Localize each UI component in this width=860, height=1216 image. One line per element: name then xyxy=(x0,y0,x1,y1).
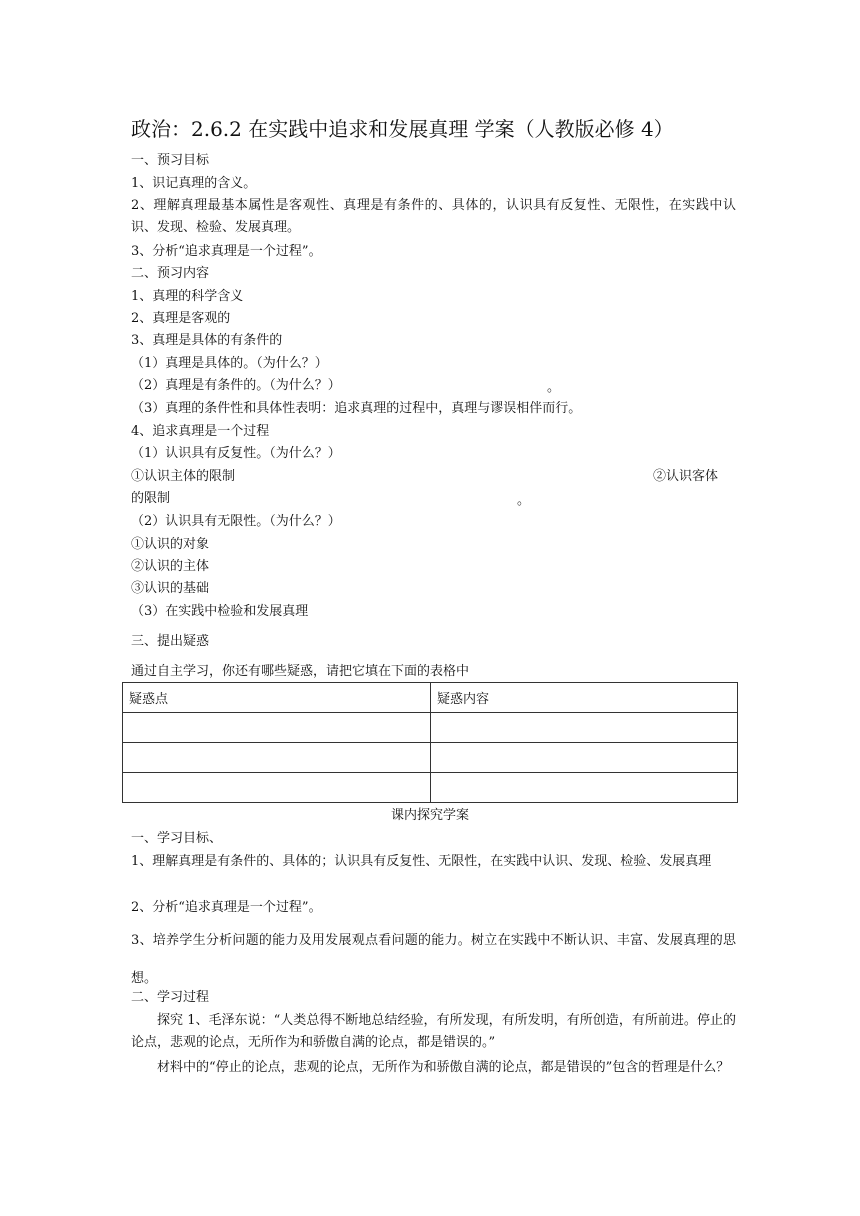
table-cell xyxy=(123,773,431,803)
inclass-goal-3: 3、培养学生分析问题的能力及用发展观点看问题的能力。树立在实践中不断认识、丰富、发展真理的思想。 xyxy=(131,933,736,986)
content-item-2: 2、真理是客观的 xyxy=(131,311,231,326)
explore-1: 探究 1、毛泽东说：“人类总得不断地总结经验，有所发现，有所发明，有所创造，有所前进。停止的论点，悲观的论点，无所作为和骄傲自满的论点，都是错误的。” xyxy=(131,1013,736,1050)
content-item-4: 4、追求真理是一个过程 xyxy=(131,424,270,439)
process-heading: 二、学习过程 xyxy=(131,990,210,1005)
table-row xyxy=(123,743,738,773)
content-item-3-1: （1）真理是具体的。（为什么？） xyxy=(131,356,328,371)
content-item-4-1-b-cont: 的限制 xyxy=(131,491,171,506)
content-item-3-3: （3）真理的条件性和具体性表明：追求真理的过程中，真理与谬误相伴而行。 xyxy=(131,401,582,416)
content-item-1: 1、真理的科学含义 xyxy=(131,289,244,304)
table-cell xyxy=(123,743,431,773)
content-item-3-2-period: 。 xyxy=(547,380,561,395)
table-cell xyxy=(431,773,738,803)
content-item-4-2-c: ③认识的基础 xyxy=(131,581,210,596)
inclass-goal-1: 1、理解真理是有条件的、具体的；认识具有反复性、无限性，在实践中认识、发现、检验、发展真理 xyxy=(131,854,712,869)
table-header-cell: 疑惑点 xyxy=(123,683,431,713)
content-item-4-3: （3）在实践中检验和发展真理 xyxy=(131,604,309,619)
table-row xyxy=(123,713,738,743)
inclass-goals-heading: 一、学习目标、 xyxy=(131,831,223,846)
doubt-intro: 通过自主学习，你还有哪些疑惑，请把它填在下面的表格中 xyxy=(131,664,470,679)
question-1: 材料中的“停止的论点，悲观的论点，无所作为和骄傲自满的论点，都是错误的”包含的哲理是什么？ xyxy=(157,1060,730,1075)
content-item-4-2-a: ①认识的对象 xyxy=(131,537,210,552)
page-title: 政治：2.6.2 在实践中追求和发展真理 学案（人教版必修 4） xyxy=(131,117,674,141)
content-item-4-1-b: ②认识客体 xyxy=(653,469,719,484)
content-item-4-1-period: 。 xyxy=(517,493,531,508)
table-row xyxy=(123,773,738,803)
doubt-table xyxy=(122,682,738,803)
table-cell xyxy=(431,743,738,773)
inclass-heading: 课内探究学案 xyxy=(390,808,469,823)
inclass-goal-2: 2、分析“追求真理是一个过程”。 xyxy=(131,900,322,915)
table-header-cell: 疑惑内容 xyxy=(431,683,738,713)
preview-goal-3: 3、分析“追求真理是一个过程”。 xyxy=(131,244,322,259)
table-header-row xyxy=(123,683,738,713)
content-item-4-1: （1）认识具有反复性。（为什么？） xyxy=(131,446,341,461)
content-item-4-2-b: ②认识的主体 xyxy=(131,559,210,574)
preview-goals-heading: 一、预习目标 xyxy=(131,153,210,168)
content-item-3: 3、真理是具体的有条件的 xyxy=(131,333,283,348)
content-item-3-2: （2）真理是有条件的。（为什么？） xyxy=(131,378,341,393)
content-item-4-1-a: ①认识主体的限制 xyxy=(131,469,236,484)
preview-goal-2: 2、理解真理最基本属性是客观性、真理是有条件的、具体的，认识具有反复性、无限性，在实践中认识、发现、检验、发展真理。 xyxy=(131,198,736,235)
table-cell xyxy=(431,713,738,743)
preview-goal-1: 1、识记真理的含义。 xyxy=(131,176,257,191)
table-cell xyxy=(123,713,431,743)
doubt-heading: 三、提出疑惑 xyxy=(131,634,210,649)
preview-content-heading: 二、预习内容 xyxy=(131,266,210,281)
content-item-4-2: （2）认识具有无限性。（为什么？） xyxy=(131,514,341,529)
